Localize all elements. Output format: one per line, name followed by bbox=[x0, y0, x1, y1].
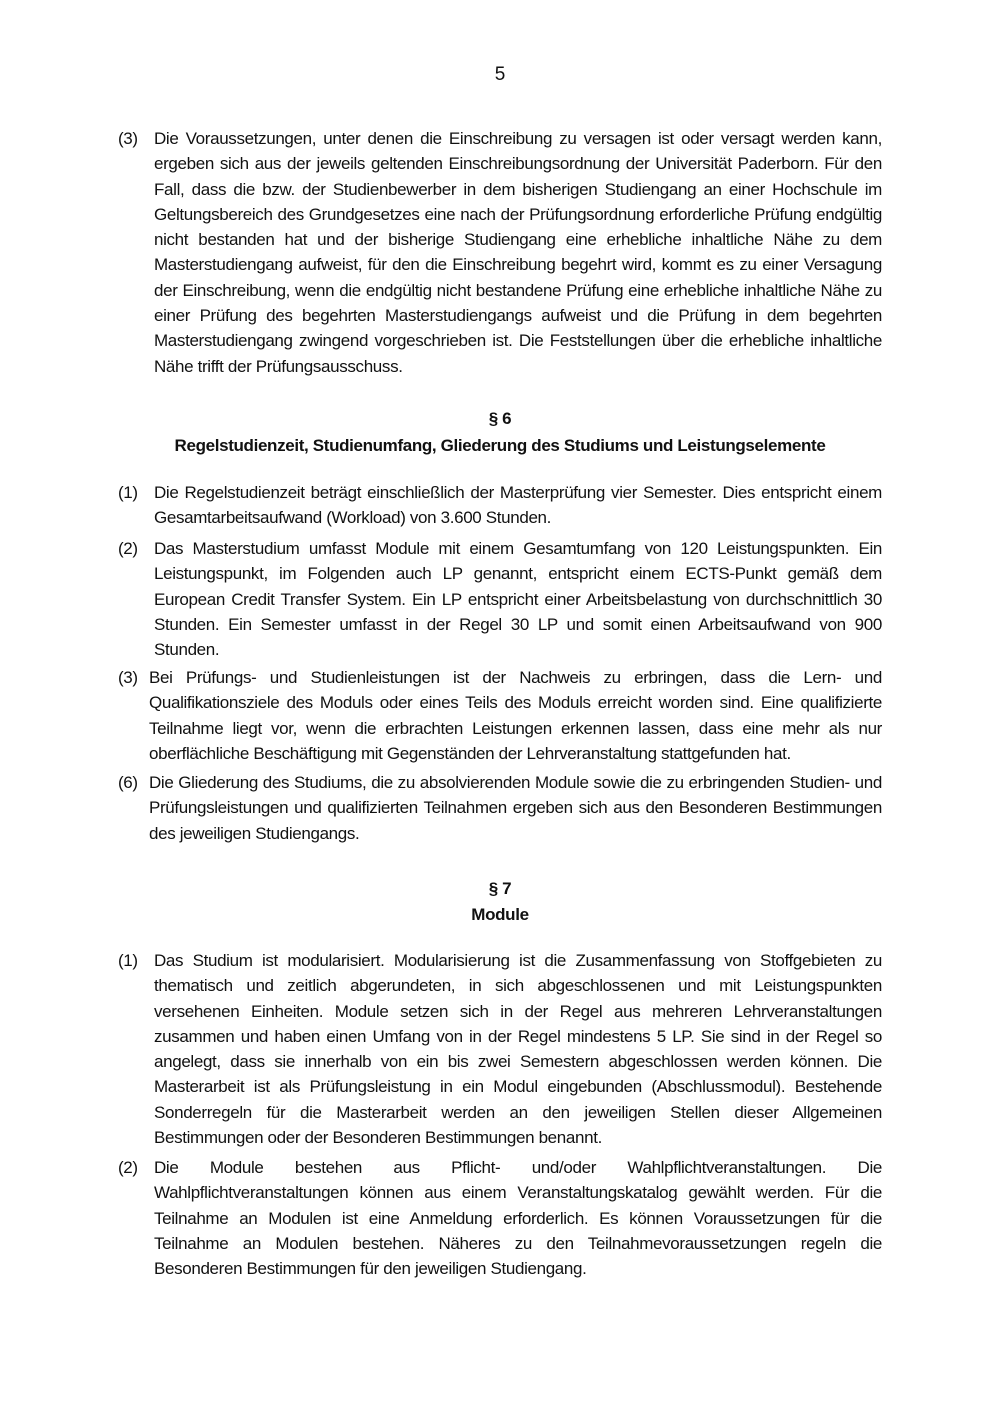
paragraph-number: (3) bbox=[118, 668, 138, 687]
section-6-paragraph-6 bbox=[118, 770, 882, 846]
paragraph-text: Die Gliederung des Studiums, die zu absolvierenden Module sowie die zu erbringenden Studien- und Prüfungsleistungen und qualifizierten Teilnahmen ergeben sich aus den Besonderen Bestimmungen des jeweiligen Studiengangs. bbox=[149, 773, 882, 843]
paragraph-intro-3 bbox=[118, 126, 882, 379]
section-7-symbol: § 7 bbox=[488, 879, 512, 898]
page-number: 5 bbox=[494, 64, 506, 85]
paragraph-number: (6) bbox=[118, 773, 138, 792]
section-6-paragraph-3 bbox=[118, 665, 882, 766]
paragraph-number: (2) bbox=[118, 539, 138, 558]
section-7-paragraph-2 bbox=[118, 1155, 882, 1281]
paragraph-number: (1) bbox=[118, 951, 138, 970]
section-7-title: Module bbox=[471, 905, 529, 924]
paragraph-text: Die Module bestehen aus Pflicht- und/oder Wahlpflichtveranstaltungen. Die Wahlpflichtveranstaltungen können aus einem Veranstaltungskatalog gewählt werden. Für die Teilnahme an Modulen ist eine Anmeldung erforderlich. Es können Voraussetzungen für die Teilnahme an Modulen bestehen. Näheres zu den Teilnahmevoraussetzungen regeln die Besonderen Bestimmungen für den jeweiligen Studiengang. bbox=[154, 1158, 882, 1279]
section-6-paragraph-2 bbox=[118, 536, 882, 662]
section-6-title: Regelstudienzeit, Studienumfang, Gliederung des Studiums und Leistungselemente bbox=[174, 436, 826, 455]
paragraph-text: Das Studium ist modularisiert. Modularisierung ist die Zusammenfassung von Stoffgebieten zu thematisch und zeitlich abgerundeten, in sich abgeschlossenen und mit Leistungspunkten versehenen Einheiten. Module setzen sich in der Regel aus mehreren Lehrveranstaltungen zusammen und haben einen Umfang von in der Regel mindestens 5 LP. Sie sind in der Regel so angelegt, dass sie innerhalb von ein bis zwei Semestern abgeschlossen werden können. Die Masterarbeit ist als Prüfungsleistung in ein Modul eingebunden (Abschlussmodul). Bestehende Sonderregeln für die Masterarbeit werden an den jeweiligen Stellen dieser Allgemeinen Bestimmungen oder der Besonderen Bestimmungen benannt. bbox=[154, 951, 882, 1148]
paragraph-text: Das Masterstudium umfasst Module mit einem Gesamtumfang von 120 Leistungspunkten. Ein Leistungspunkt, im Folgenden auch LP genannt, entspricht einem ECTS-Punkt gemäß dem European Credit Transfer System. Ein LP entspricht einer Arbeitsbelastung von durchschnittlich 30 Stunden. Ein Semester umfasst in der Regel 30 LP und somit einen Arbeitsaufwand von 900 Stunden. bbox=[154, 539, 882, 660]
section-7-paragraph-1 bbox=[118, 948, 882, 1150]
section-6-symbol: § 6 bbox=[488, 409, 512, 428]
section-6-paragraph-1 bbox=[118, 480, 882, 531]
paragraph-text: Die Voraussetzungen, unter denen die Einschreibung zu versagen ist oder versagt werden kann, ergeben sich aus der jeweils geltenden Einschreibungsordnung der Universität Paderborn. Für den Fall, dass die bzw. der Studienbewerber in dem bisherigen Studiengang an einer Hochschule im Geltungsbereich des Grundgesetzes eine nach der Prüfungsordnung erforderliche Prüfung endgültig nicht bestanden hat und der bisherige Studiengang eine erhebliche inhaltliche Nähe zu dem Masterstudiengang aufweist, für den die Einschreibung begehrt wird, kommt es zu einer Versagung der Einschreibung, wenn die endgültig nicht bestandene Prüfung eine erhebliche inhaltliche Nähe zu einer Prüfung des begehrten Masterstudiengangs aufweist und die Prüfung in dem begehrten Masterstudiengang zwingend vorgeschrieben ist. Die Feststellungen über die erhebliche inhaltliche Nähe trifft der Prüfungsausschuss. bbox=[154, 129, 882, 376]
paragraph-number: (1) bbox=[118, 483, 138, 502]
paragraph-number: (3) bbox=[118, 129, 138, 148]
paragraph-text: Bei Prüfungs- und Studienleistungen ist der Nachweis zu erbringen, dass die Lern- und Qualifikationsziele des Moduls oder eines Teils des Moduls erreicht worden sind. Eine qualifizierte Teilnahme liegt vor, wenn die erbrachten Leistungen erkennen lassen, dass eine mehr als nur oberflächliche Beschäftigung mit Gegenständen der Lehrveranstaltung stattgefunden hat. bbox=[149, 668, 882, 763]
paragraph-number: (2) bbox=[118, 1158, 138, 1177]
paragraph-text: Die Regelstudienzeit beträgt einschließlich der Masterprüfung vier Semester. Dies entspricht einem Gesamtarbeitsaufwand (Workload) von 3.600 Stunden. bbox=[154, 483, 882, 528]
